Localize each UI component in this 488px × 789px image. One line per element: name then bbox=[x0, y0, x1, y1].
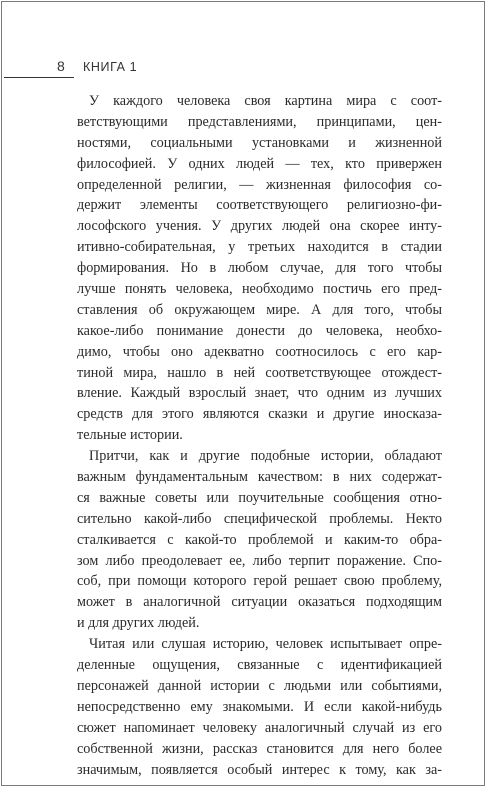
paragraph-1 bbox=[77, 91, 442, 446]
text-line: какое-либо понимание донести до человека, необхо- bbox=[77, 322, 442, 339]
book-label: КНИГА 1 bbox=[83, 60, 138, 74]
text-line: формирования. Но в любом случае, для того чтобы bbox=[77, 260, 442, 277]
text-line: сюжет напоминает человеку аналогичный случай из его bbox=[77, 719, 442, 736]
text-line: димо, чтобы оно адекватно соотносилось с его кар- bbox=[77, 343, 442, 360]
text-line: персонажей данной истории с людьми или событиями, bbox=[77, 677, 442, 694]
text-line: собственной жизни, рассказ становится для него более bbox=[77, 740, 442, 757]
text-line: сительно какой-либо специфической проблемы. Некто bbox=[77, 510, 442, 527]
text-line: У каждого человека своя картина мира с соот- bbox=[89, 93, 442, 109]
text-line: и для других людей. bbox=[77, 615, 200, 632]
text-line: лософского учения. У других людей она скорее инту- bbox=[77, 218, 442, 235]
text-line: соб, при помощи которого герой решает свою проблему, bbox=[77, 573, 442, 590]
paragraph-2 bbox=[77, 446, 442, 634]
running-head bbox=[0, 57, 260, 77]
running-head-rule bbox=[4, 77, 74, 78]
text-line: держит элементы соответствующего религиозно-фи- bbox=[77, 197, 442, 214]
text-line: ставления об окружающем мире. А для того, чтобы bbox=[77, 301, 442, 318]
text-line: средств для этого являются сказки и другие иносказа- bbox=[77, 406, 442, 423]
text-line: определенной религии, — жизненная философия со- bbox=[77, 176, 442, 193]
text-line: значимым, появляется особый интерес к тому, как за- bbox=[77, 761, 442, 778]
text-line: Притчи, как и другие подобные истории, обладают bbox=[89, 448, 442, 465]
body-text bbox=[77, 91, 442, 780]
text-line: сталкивается с какой-то проблемой и каким-то обра- bbox=[77, 531, 442, 548]
text-line: вление. Каждый взрослый знает, что одним из лучших bbox=[77, 385, 442, 402]
paragraph-3 bbox=[77, 634, 442, 780]
text-line: непосредственно ему знакомыми. И если какой-нибудь bbox=[77, 698, 442, 715]
text-line: ностями, социальными установками и жизненной bbox=[77, 134, 442, 151]
text-line: ветствующими представлениями, принципами, цен- bbox=[77, 113, 442, 130]
page-number: 8 bbox=[57, 58, 65, 74]
text-line: деленные ощущения, связанные с идентификацией bbox=[77, 657, 442, 674]
text-line: зом либо преодолевает ее, либо терпит поражение. Спо- bbox=[77, 552, 442, 569]
text-line: лучше понять человека, необходимо постичь его пред- bbox=[77, 281, 442, 298]
text-line: итивно-собирательная, у третьих находится в стадии bbox=[77, 239, 442, 256]
text-line: философией. У одних людей — тех, кто привержен bbox=[77, 155, 442, 172]
text-line: тельные истории. bbox=[77, 427, 183, 444]
text-line: важным фундаментальным качеством: в них содержат- bbox=[77, 469, 442, 486]
text-line: тиной мира, нашло в ней соответствующее отождест- bbox=[77, 364, 442, 381]
text-line: может в аналогичной ситуации оказаться подходящим bbox=[77, 594, 442, 611]
text-line: Читая или слушая историю, человек испытывает опре- bbox=[89, 636, 442, 653]
text-line: ся важные советы или поучительные сообщения отно- bbox=[77, 489, 442, 506]
